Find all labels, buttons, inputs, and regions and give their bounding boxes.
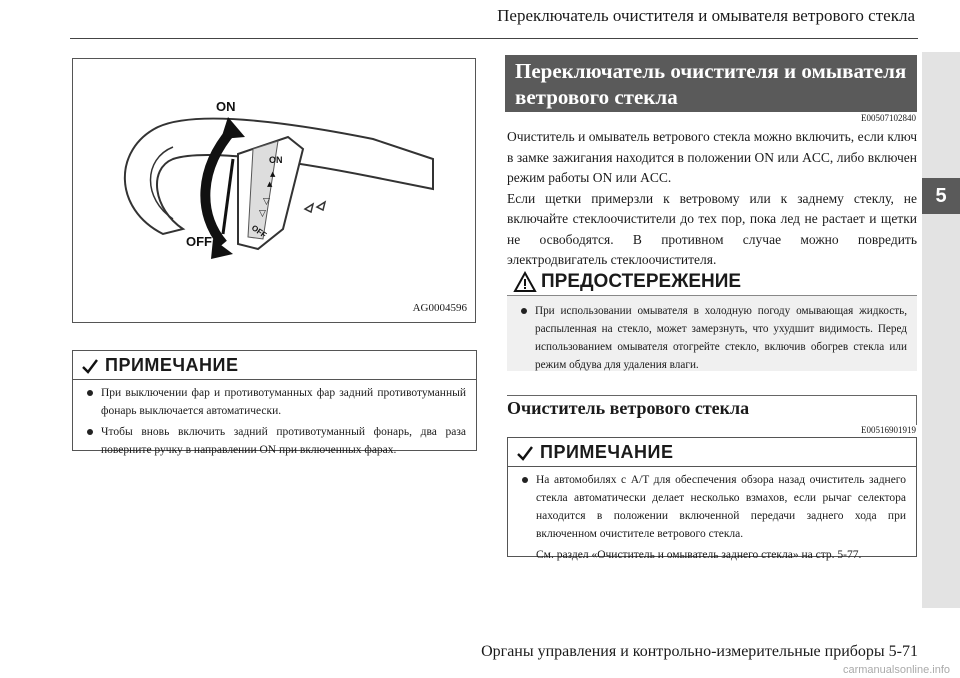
paragraph: Если щетки примерзли к ветровому или к заднему стеклу, не включайте стеклоочистители до тех пор, пока лед не растает и щетки не освободятся. В противном случае можно повредить электродвигатель стеклоочистителя. [507,190,917,267]
note-title-right: ПРИМЕЧАНИЕ [540,442,674,462]
wiper-lever-illustration [73,59,477,324]
pencil-check-icon [81,357,99,375]
lever-mark-arrow1: ▲ [270,170,276,178]
lever-mark-on: ON [269,155,283,165]
lever-mark-tri1: ▽ [263,197,270,207]
note-header-left [73,351,476,380]
list-item: При использовании омывателя в холодную погоду омывающая жидкость, распыленная на стекло, может замерзнуть, что ухудшит видимость. Перед использованием омывателя отогрейте стекло, включив обогрев стекла или режим обдува для удаления влаги. [517,302,907,374]
chapter-side-tab [922,52,960,608]
watermark: carmanualsonline.info [842,664,950,676]
pencil-check-icon [516,444,534,462]
paragraph: Очиститель и омыватель ветрового стекла можно включить, если ключ в замке зажигания находится в положении ON или ACC, либо включен режим работы ON или ACC. [507,129,917,185]
warning-box [507,268,917,371]
figure-label-off: OFF [186,234,212,249]
subsection-title: Очиститель ветрового стекла [507,395,917,425]
lever-mark-tri2: ▽ [259,209,266,219]
warning-header [507,268,917,296]
note-header-right [508,438,916,467]
list-item: При выключении фар и противотуманных фар задний противотуманный фонарь выключается автоматически. [83,384,466,420]
lever-mark-off: OFF [249,223,269,240]
section-title: Переключатель очистителя и омывателя ветрового стекла [505,55,917,112]
note-title-left: ПРИМЕЧАНИЕ [105,355,239,375]
list-item: На автомобилях с A/T для обеспечения обзора назад очиститель заднего стекла автоматически делает несколько взмахов, если рычаг селектора находится в положении включенной передачи заднего хода при включенном очистителе ветрового стекла. [518,471,906,543]
warning-triangle-icon [513,271,537,293]
list-item: Чтобы вновь включить задний противотуманный фонарь, два раза поверните ручку в направлении ON при включенных фарах. [83,423,466,459]
section-code: E00507102840 [861,113,916,123]
note-box-right [507,437,917,561]
page-header-title: Переключатель очистителя и омывателя ветрового стекла [497,6,915,25]
page-footer: Органы управления и контрольно-измерительные приборы 5-71 [481,643,918,660]
cross-reference[interactable]: См. раздел «Очиститель и омыватель заднего стекла» на стр. 5-77. [536,549,862,561]
chapter-number-badge[interactable]: 5 [922,178,960,214]
warning-title: ПРЕДОСТЕРЕЖЕНИЕ [541,271,742,292]
subsection-code: E00516901919 [861,425,916,435]
note-box-left [72,350,477,456]
section-body [507,127,917,271]
wiper-switch-figure [72,58,476,323]
figure-id: AG0004596 [412,302,467,314]
figure-label-on: ON [216,99,236,114]
lever-mark-arrow2: ▲ [267,180,273,188]
header-divider [70,38,918,39]
